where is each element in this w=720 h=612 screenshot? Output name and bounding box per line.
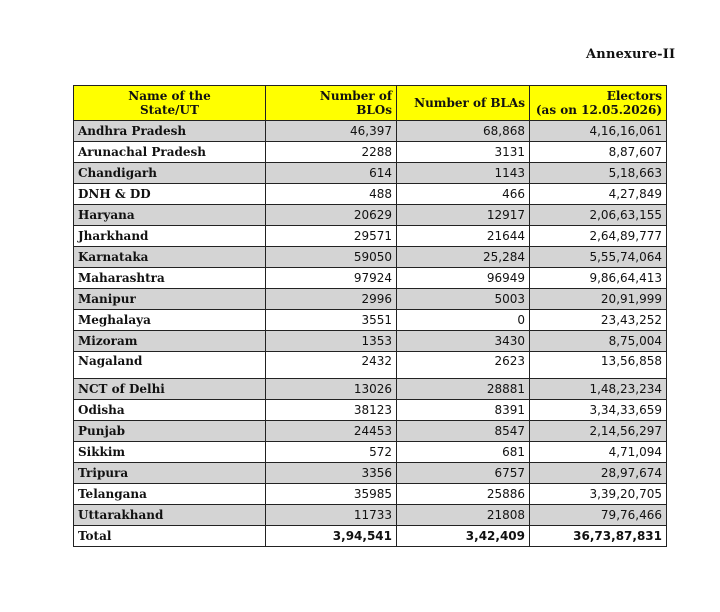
electors-cell: 2,06,63,155 <box>530 205 667 226</box>
blas-cell: 28881 <box>397 379 530 400</box>
blos-cell: 3,94,541 <box>266 526 397 547</box>
blos-cell: 35985 <box>266 484 397 505</box>
table-row <box>74 184 667 205</box>
blos-cell: 488 <box>266 184 397 205</box>
header-blos-line1: Number of <box>319 89 392 103</box>
blos-cell: 2288 <box>266 142 397 163</box>
table-row <box>74 421 667 442</box>
blas-cell: 0 <box>397 310 530 331</box>
blas-cell: 1143 <box>397 163 530 184</box>
table-row <box>74 121 667 142</box>
header-blas-label: Number of BLAs <box>414 96 525 110</box>
electors-cell: 1,48,23,234 <box>530 379 667 400</box>
blos-cell: 572 <box>266 442 397 463</box>
state-cell: Nagaland <box>74 352 266 379</box>
blas-cell: 21808 <box>397 505 530 526</box>
state-cell: Haryana <box>74 205 266 226</box>
header-electors-line1: Electors <box>606 89 662 103</box>
electors-cell: 3,34,33,659 <box>530 400 667 421</box>
state-cell: Arunachal Pradesh <box>74 142 266 163</box>
state-cell: Total <box>74 526 266 547</box>
electors-cell: 5,18,663 <box>530 163 667 184</box>
electors-cell: 3,39,20,705 <box>530 484 667 505</box>
blas-cell: 25886 <box>397 484 530 505</box>
electors-cell: 9,86,64,413 <box>530 268 667 289</box>
blas-cell: 68,868 <box>397 121 530 142</box>
electors-table <box>73 85 667 547</box>
blas-cell: 3,42,409 <box>397 526 530 547</box>
state-cell: Mizoram <box>74 331 266 352</box>
blas-cell: 12917 <box>397 205 530 226</box>
electors-cell: 36,73,87,831 <box>530 526 667 547</box>
blos-cell: 11733 <box>266 505 397 526</box>
electors-cell: 2,64,89,777 <box>530 226 667 247</box>
page-title: Annexure-II <box>586 47 676 62</box>
state-cell: Odisha <box>74 400 266 421</box>
table-body <box>74 121 667 547</box>
electors-cell: 13,56,858 <box>530 352 667 379</box>
blas-cell: 8547 <box>397 421 530 442</box>
table-row <box>74 310 667 331</box>
state-cell: Chandigarh <box>74 163 266 184</box>
table-row <box>74 268 667 289</box>
blos-cell: 614 <box>266 163 397 184</box>
table-row <box>74 484 667 505</box>
electors-cell: 79,76,466 <box>530 505 667 526</box>
header-state <box>74 86 266 121</box>
table-row <box>74 505 667 526</box>
electors-cell: 28,97,674 <box>530 463 667 484</box>
header-state-line2: State/UT <box>140 103 199 117</box>
blos-cell: 20629 <box>266 205 397 226</box>
blas-cell: 5003 <box>397 289 530 310</box>
table-row <box>74 379 667 400</box>
electors-cell: 23,43,252 <box>530 310 667 331</box>
blas-cell: 25,284 <box>397 247 530 268</box>
table-row <box>74 247 667 268</box>
blos-cell: 3356 <box>266 463 397 484</box>
state-cell: Telangana <box>74 484 266 505</box>
blos-cell: 3551 <box>266 310 397 331</box>
table-row <box>74 442 667 463</box>
electors-cell: 8,87,607 <box>530 142 667 163</box>
table-row <box>74 226 667 247</box>
table-row <box>74 352 667 379</box>
table-header-row <box>74 86 667 121</box>
electors-cell: 4,27,849 <box>530 184 667 205</box>
table-row <box>74 142 667 163</box>
blos-cell: 38123 <box>266 400 397 421</box>
blos-cell: 59050 <box>266 247 397 268</box>
table-row <box>74 163 667 184</box>
total-row <box>74 526 667 547</box>
blos-cell: 97924 <box>266 268 397 289</box>
state-cell: Karnataka <box>74 247 266 268</box>
blas-cell: 21644 <box>397 226 530 247</box>
table-row <box>74 289 667 310</box>
electors-cell: 2,14,56,297 <box>530 421 667 442</box>
state-cell: Manipur <box>74 289 266 310</box>
state-cell: Meghalaya <box>74 310 266 331</box>
table-row <box>74 205 667 226</box>
blos-cell: 2996 <box>266 289 397 310</box>
blos-cell: 1353 <box>266 331 397 352</box>
header-state-line1: Name of the <box>128 89 211 103</box>
blos-cell: 24453 <box>266 421 397 442</box>
table-row <box>74 463 667 484</box>
state-cell: Tripura <box>74 463 266 484</box>
state-cell: Sikkim <box>74 442 266 463</box>
electors-cell: 4,16,16,061 <box>530 121 667 142</box>
blos-cell: 46,397 <box>266 121 397 142</box>
blas-cell: 466 <box>397 184 530 205</box>
blos-cell: 29571 <box>266 226 397 247</box>
state-cell: NCT of Delhi <box>74 379 266 400</box>
electors-cell: 8,75,004 <box>530 331 667 352</box>
blas-cell: 3131 <box>397 142 530 163</box>
electors-cell: 4,71,094 <box>530 442 667 463</box>
header-blos <box>266 86 397 121</box>
state-cell: Andhra Pradesh <box>74 121 266 142</box>
electors-cell: 5,55,74,064 <box>530 247 667 268</box>
blos-cell: 2432 <box>266 352 397 379</box>
electors-cell: 20,91,999 <box>530 289 667 310</box>
header-electors <box>530 86 667 121</box>
blos-cell: 13026 <box>266 379 397 400</box>
header-blos-line2: BLOs <box>356 103 392 117</box>
header-blas <box>397 86 530 121</box>
blas-cell: 8391 <box>397 400 530 421</box>
state-cell: Jharkhand <box>74 226 266 247</box>
blas-cell: 6757 <box>397 463 530 484</box>
state-cell: DNH & DD <box>74 184 266 205</box>
header-electors-line2: (as on 12.05.2026) <box>535 103 662 117</box>
blas-cell: 96949 <box>397 268 530 289</box>
table-row <box>74 400 667 421</box>
table-row <box>74 331 667 352</box>
blas-cell: 2623 <box>397 352 530 379</box>
state-cell: Uttarakhand <box>74 505 266 526</box>
blas-cell: 681 <box>397 442 530 463</box>
state-cell: Punjab <box>74 421 266 442</box>
blas-cell: 3430 <box>397 331 530 352</box>
state-cell: Maharashtra <box>74 268 266 289</box>
